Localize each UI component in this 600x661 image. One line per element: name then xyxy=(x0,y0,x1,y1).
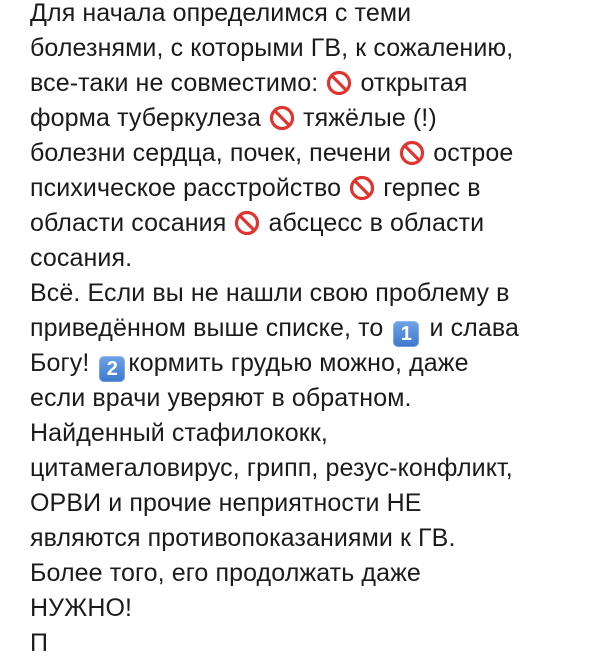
text-line xyxy=(30,241,590,276)
text-line xyxy=(30,381,590,416)
text-line xyxy=(30,416,590,451)
text-run: являются противопоказаниями к ГВ. xyxy=(30,524,456,552)
text-run: Более того, его продолжать даже xyxy=(30,559,421,587)
text-run: области сосания xyxy=(30,209,227,237)
keycap-two-icon: 2 xyxy=(99,356,125,382)
text-run: кормить грудью можно, даже xyxy=(128,349,469,377)
text-line xyxy=(30,171,590,206)
text-line xyxy=(30,136,590,171)
text-line xyxy=(30,0,590,31)
text-run: ОРВИ и прочие неприятности НЕ xyxy=(30,489,422,517)
text-line xyxy=(30,591,590,626)
conclusion-paragraph xyxy=(30,276,590,661)
text-line xyxy=(30,556,590,591)
text-run: Богу! xyxy=(30,349,90,377)
text-run: абсцесс в области xyxy=(268,209,485,237)
text-run: психическое расстройство xyxy=(30,174,342,202)
text-line xyxy=(30,486,590,521)
text-line xyxy=(30,31,590,66)
text-run: П xyxy=(30,629,49,657)
text-run: НУЖНО! xyxy=(30,594,133,622)
text-run: болезни сердца, почек, печени xyxy=(30,139,392,167)
text-run: Для начала определимся с теми xyxy=(30,0,412,27)
prohibited-icon xyxy=(399,140,425,166)
text-line xyxy=(30,311,590,346)
text-run: все-таки не совместимо: xyxy=(30,69,319,97)
text-run: приведённом выше списке, то xyxy=(30,314,384,342)
text-run: Всё. Если вы не нашли свою проблему в xyxy=(30,279,510,307)
text-line xyxy=(30,346,590,381)
text-run: форма туберкулеза xyxy=(30,104,261,132)
text-line xyxy=(30,66,590,101)
text-run: сосания. xyxy=(30,244,133,272)
prohibited-icon xyxy=(349,175,375,201)
prohibited-icon xyxy=(234,210,260,236)
text-run: герпес в xyxy=(383,174,481,202)
text-run: открытая xyxy=(360,69,468,97)
text-run: острое xyxy=(433,139,514,167)
text-line xyxy=(30,276,590,311)
text-run: цитамегаловирус, грипп, резус-конфликт, xyxy=(30,454,513,482)
text-run: если врачи уверяют в обратном. xyxy=(30,384,412,412)
text-run: болезнями, с которыми ГВ, к сожалению, xyxy=(30,34,514,62)
text-line xyxy=(30,451,590,486)
prohibited-icon xyxy=(326,70,352,96)
text-run: и слава xyxy=(429,314,519,342)
text-line xyxy=(30,101,590,136)
cut-off-text-line xyxy=(30,626,590,661)
text-line xyxy=(30,521,590,556)
text-run: Найденный стафилококк, xyxy=(30,419,328,447)
prohibited-icon xyxy=(269,105,295,131)
contraindications-paragraph xyxy=(30,0,590,276)
text-line xyxy=(30,206,590,241)
text-run: тяжёлые (!) xyxy=(303,104,437,132)
keycap-one-icon: 1 xyxy=(393,321,419,347)
article-text xyxy=(30,0,590,661)
